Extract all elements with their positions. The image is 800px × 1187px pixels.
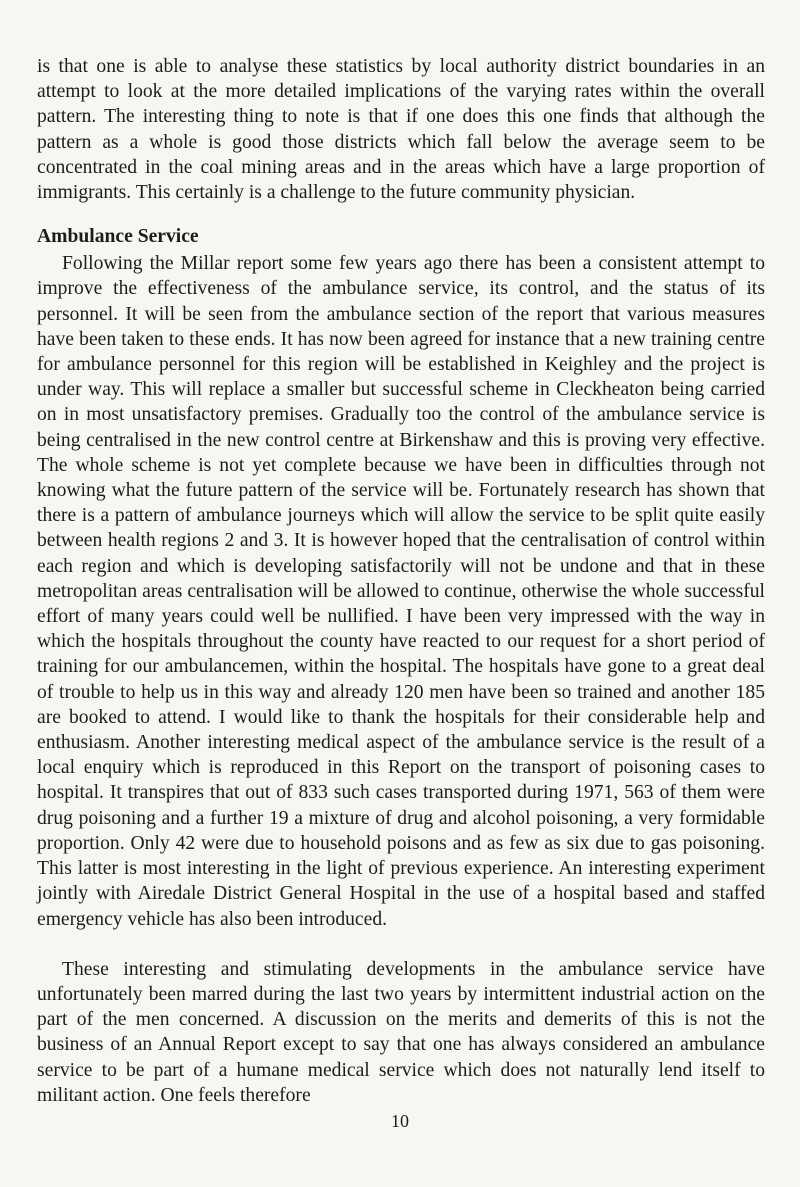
section-heading: Ambulance Service (37, 226, 199, 248)
intro-paragraph: is that one is able to analyse these statistics by local authority district boundaries in an attempt to look at the more detailed implications of the varying rates within the overall pattern. The interesting thing to note is that if one does this one finds that although the pattern as a whole is good those districts which fall below the average seem to be concentrated in the coal mining areas and in the areas which have a large proportion of immigrants. This certainly is a challenge to the future community physician. (37, 56, 765, 204)
body-paragraph: Following the Millar report some few years ago there has been a consistent attempt to improve the effectiveness of the ambulance service, its control, and the status of its personnel. It will be seen from the ambulance section of the report that various measures have been taken to these ends. It has now been agreed for instance that a new training centre for ambulance personnel for this region will be established in Keighley and the project is under way. This will replace a smaller but successful scheme in Cleckheaton being carried on in most unsatisfactory premises. Gradually too the control of the ambulance service is being centralised in the new control centre at Birkenshaw and this is proving very effective. The whole scheme is not yet complete because we have been in difficulties through not knowing what the future pattern of the service will be. Fortunately research has shown that there is a pattern of ambulance journeys which will allow the service to be split quite easily between health regions 2 and 3. It is however hoped that the centralisation of control within each region and which is developing satisfactorily will not be undone and that in these metropolitan areas centralisation will be allowed to continue, otherwise the whole successful effort of many years could well be nullified. I have been very impressed with the way in which the hospitals throughout the county have reacted to our request for a short period of training for our ambulancemen, within the hospital. The hospitals have gone to a great deal of trouble to help us in this way and already 120 men have been so trained and another 185 are booked to attend. I would like to thank the hospitals for their considerable help and enthusiasm. Another interesting medical aspect of the ambulance service is the result of a local enquiry which is reproduced in this Report on the transport of poisoning cases to hospital. It transpires that out of 833 such cases transported during 1971, 563 of them were drug poisoning and a further 19 a mixture of drug and alcohol poisoning, a very formidable proportion. Only 42 were due to household poisons and as few as six due to gas poisoning. This latter is most interesting in the light of previous experience. An interesting experiment jointly with Airedale District General Hospital in the use of a hospital based and staffed emergency vehicle has also been introduced. (37, 253, 765, 930)
document-page (37, 54, 765, 1174)
body-paragraph: These interesting and stimulating developments in the ambulance service have unfortunately been marred during the last two years by intermittent industrial action on the part of the men concerned. A discussion on the merits and demerits of this is not the business of an Annual Report except to say that one has always considered an ambulance service to be part of a humane medical service which does not naturally lend itself to militant action. One feels therefore (37, 958, 765, 1106)
page-number: 10 (391, 1111, 409, 1131)
